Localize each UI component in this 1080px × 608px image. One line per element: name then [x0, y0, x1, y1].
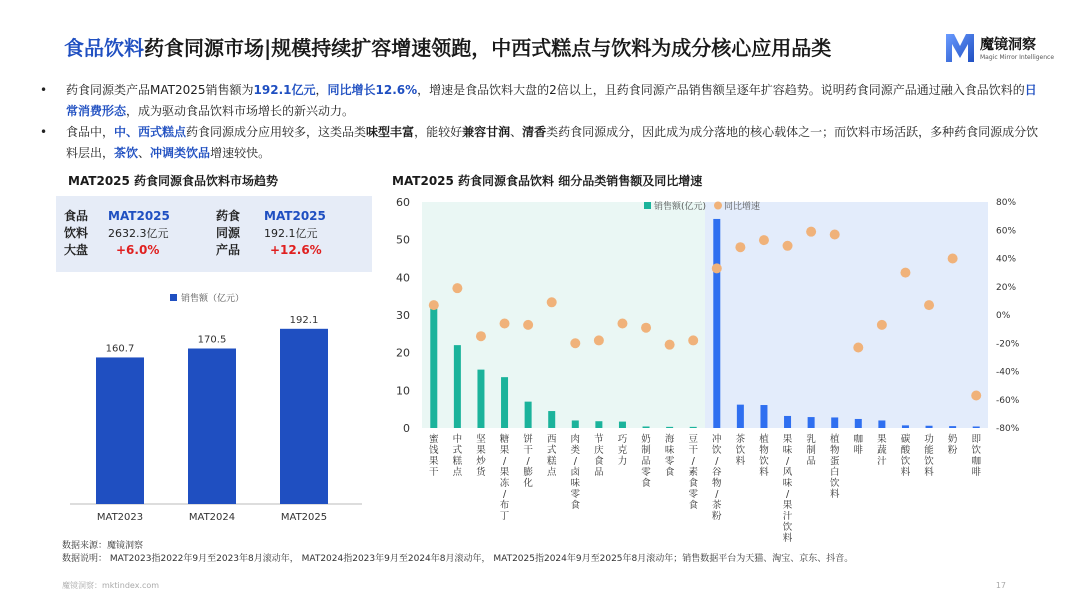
- kpi-value: 2632.3亿元: [108, 227, 169, 240]
- x-tick-label: 植物蛋白饮料: [829, 434, 840, 500]
- growth-dot: [688, 335, 698, 345]
- growth-dot: [900, 268, 910, 278]
- x-tick-label: 坚果炒货: [476, 434, 486, 478]
- bullet-text: ，成为驱动食品饮料市场增长的新兴动力。: [126, 104, 355, 118]
- bullet-list: [40, 80, 1040, 164]
- kpi-panel: [56, 196, 372, 272]
- bar: [96, 357, 144, 504]
- y-left-tick-label: 10: [396, 384, 410, 398]
- bullet-text: ，: [315, 83, 328, 97]
- emphasis-text: 清香: [522, 125, 547, 139]
- logo-mark-icon: [944, 30, 976, 64]
- bar: [808, 417, 815, 428]
- bar: [477, 370, 484, 428]
- bar: [548, 411, 555, 428]
- kpi-growth: +12.6%: [270, 243, 322, 257]
- bar: [949, 426, 956, 428]
- bullet-text: 、: [510, 125, 523, 139]
- kpi-label-line: 药食: [216, 209, 241, 223]
- legend-swatch: [170, 294, 177, 301]
- x-tick-label: 奶制品零食: [641, 434, 651, 489]
- x-tick-label: MAT2024: [188, 512, 236, 523]
- bullet-dot: •: [40, 83, 48, 97]
- bullet-text: 、: [138, 146, 151, 160]
- y-right-tick-label: 40%: [996, 254, 1017, 265]
- bar: [855, 419, 862, 428]
- growth-dot: [783, 241, 793, 251]
- kpi-label-line: 产品: [216, 243, 241, 257]
- growth-dot: [429, 300, 439, 310]
- kpi-value: 192.1亿元: [264, 227, 318, 240]
- growth-dot: [594, 335, 604, 345]
- growth-dot: [853, 342, 863, 352]
- bullet-text: ，增速是食品饮料大盘的2倍以上，且药食同源产品销售额呈逐年扩容趋势。说明药食同源产品通过融入食品饮料的: [417, 83, 1025, 97]
- legend-label: 销售额（亿元）: [181, 294, 245, 304]
- x-tick-label: 碳酸饮料: [900, 434, 911, 478]
- emphasis-text: 192.1亿元: [253, 83, 316, 97]
- kpi-label-food: [64, 208, 88, 259]
- page-title: [64, 32, 831, 61]
- growth-dot: [924, 300, 934, 310]
- bullet-text: 类药食同源成分，因此成为成分落地的核心载体之一；而饮料市场活跃，多种药食同源成分饮料层出，: [66, 125, 1039, 160]
- growth-dot: [617, 318, 627, 328]
- bullet-text: ，能较好: [414, 125, 463, 139]
- y-right-tick-label: -80%: [996, 424, 1020, 434]
- bar: [902, 425, 909, 428]
- bullet-item: [40, 80, 1040, 122]
- logo-subtext: Magic Mirror Intelligence: [980, 54, 1055, 61]
- kpi-label-line: 大盘: [64, 243, 89, 257]
- y-left-tick-label: 20: [396, 346, 410, 360]
- kpi-growth: +6.0%: [116, 243, 160, 257]
- bar: [572, 420, 579, 428]
- bar: [878, 420, 885, 428]
- growth-dot: [523, 320, 533, 330]
- kpi-values-medfood: [264, 208, 326, 259]
- growth-dot: [641, 323, 651, 333]
- x-tick-label: 即饮咖啡: [971, 434, 981, 478]
- website: 魔镜洞察：mktindex.com: [62, 581, 160, 590]
- kpi-period: MAT2025: [264, 209, 326, 223]
- x-tick-label: 糖果/果冻/布丁: [499, 434, 510, 522]
- y-right-tick-label: 80%: [996, 198, 1017, 208]
- x-tick-label: 豆干/素食零食: [688, 434, 698, 511]
- bullet-item: [40, 122, 1040, 164]
- emphasis-text: 味型丰富: [366, 125, 415, 139]
- bullet-text: 药食同源类产品MAT2025销售额为: [66, 83, 254, 97]
- y-left-tick-label: 40: [396, 271, 410, 285]
- market-trend-bar-chart: [56, 276, 376, 532]
- x-tick-label: 咖啡: [853, 434, 864, 456]
- x-tick-label: 果蔬汁: [877, 434, 887, 467]
- category-sales-growth-chart: [378, 188, 1030, 544]
- growth-dot: [877, 320, 887, 330]
- growth-dot: [476, 331, 486, 341]
- y-left-tick-label: 0: [403, 422, 410, 435]
- data-source: 数据来源：魔镜洞察: [62, 541, 144, 551]
- legend-swatch: [644, 202, 651, 209]
- emphasis-text: 中、西式糕点: [114, 125, 187, 139]
- bullet-text: 增速较快。: [210, 146, 271, 160]
- right-chart-title: MAT2025 药食同源食品饮料 细分品类销售额及同比增速: [392, 174, 703, 188]
- bar: [643, 426, 650, 428]
- legend-label: 销售额(亿元): [654, 202, 707, 212]
- bar: [784, 416, 791, 428]
- bar: [188, 349, 236, 504]
- growth-dot: [759, 235, 769, 245]
- bar: [619, 422, 626, 428]
- bar: [760, 405, 767, 428]
- growth-dot: [806, 227, 816, 237]
- kpi-values-food: [108, 208, 170, 259]
- bullet-dot: •: [40, 125, 48, 139]
- x-tick-label: 肉类/卤味零食: [570, 434, 581, 511]
- growth-dot: [712, 263, 722, 273]
- bullet-text: 食品中，: [66, 125, 115, 139]
- y-right-tick-label: -40%: [996, 367, 1020, 378]
- bar: [501, 377, 508, 428]
- x-tick-label: 果味/风味/果汁饮料: [782, 434, 793, 544]
- x-tick-label: MAT2025: [280, 512, 328, 523]
- x-tick-label: 海味零食: [664, 434, 675, 478]
- y-left-tick-label: 30: [396, 309, 410, 322]
- bar: [973, 426, 980, 428]
- x-tick-label: 蜜饯果干: [429, 434, 439, 478]
- bar: [454, 345, 461, 428]
- x-tick-label: 中式糕点: [452, 434, 463, 478]
- emphasis-text: 兼容甘润: [462, 125, 511, 139]
- growth-dot: [830, 229, 840, 239]
- emphasis-text: 冲调类饮品: [150, 146, 211, 160]
- x-tick-label: 节庆食品: [594, 434, 604, 478]
- beverage-background: [705, 202, 988, 428]
- bar: [430, 307, 437, 428]
- left-chart-title: MAT2025 药食同源食品饮料市场趋势: [68, 174, 279, 188]
- bar: [831, 417, 838, 428]
- legend-label: 同比增速: [724, 202, 761, 212]
- y-right-tick-label: 0%: [996, 311, 1011, 321]
- kpi-label-medfood: [216, 208, 240, 259]
- x-tick-label: 奶粉: [947, 434, 958, 456]
- bar: [525, 402, 532, 428]
- kpi-label-line: 食品: [64, 209, 89, 223]
- data-label: 192.1: [289, 314, 319, 326]
- y-right-tick-label: 60%: [996, 226, 1017, 237]
- x-tick-label: 茶饮料: [735, 434, 746, 467]
- x-tick-label: 乳制品: [806, 434, 816, 467]
- bar: [713, 219, 720, 428]
- x-tick-label: 饼干/膨化: [523, 434, 533, 489]
- title-highlight: 食品饮料: [64, 36, 144, 60]
- growth-dot: [547, 297, 557, 307]
- bar: [926, 426, 933, 428]
- bar: [737, 405, 744, 428]
- page-number: 17: [995, 581, 1006, 590]
- growth-dot: [948, 254, 958, 264]
- y-right-tick-label: 20%: [996, 282, 1017, 293]
- emphasis-text: 同比增长12.6%: [327, 83, 418, 97]
- growth-dot: [500, 318, 510, 328]
- bullet-text: 药食同源成分应用较多，这类品类: [186, 125, 367, 139]
- bar: [595, 421, 602, 428]
- bar: [690, 427, 697, 428]
- growth-dot: [971, 391, 981, 401]
- growth-dot: [735, 242, 745, 252]
- x-tick-label: 植物饮料: [759, 434, 769, 478]
- bar: [666, 427, 673, 428]
- kpi-label-line: 同源: [216, 226, 241, 240]
- data-label: 170.5: [197, 334, 227, 346]
- bar: [280, 329, 328, 504]
- data-note: 数据说明： MAT2023指2022年9月至2023年8月滚动年， MAT2024指2023年9月至2024年8月滚动年， MAT2025指2024年9月至2025年8月滚动年；销售数据平台为天猫、淘宝、京东、抖音。: [62, 554, 854, 564]
- kpi-period: MAT2025: [108, 209, 170, 223]
- emphasis-text: 茶饮: [114, 146, 139, 160]
- x-tick-label: 功能饮料: [924, 434, 934, 478]
- logo-text: 魔镜洞察: [980, 37, 1036, 53]
- y-left-tick-label: 50: [396, 233, 410, 247]
- emphasis-text: 日常消费形态: [66, 83, 1037, 118]
- x-tick-label: 巧克力: [617, 434, 628, 467]
- y-left-tick-label: 60: [396, 196, 410, 209]
- food-background: [422, 202, 705, 428]
- x-tick-label: MAT2023: [96, 512, 144, 523]
- growth-dot: [452, 283, 462, 293]
- growth-dot: [665, 340, 675, 350]
- data-label: 160.7: [105, 343, 135, 355]
- brand-logo: [944, 30, 1064, 70]
- legend-marker: [714, 202, 722, 210]
- title-rest: 药食同源市场|规模持续扩容增速领跑，中西式糕点与饮料为成分核心应用品类: [144, 36, 832, 60]
- x-tick-label: 冲饮/谷物/茶粉: [712, 434, 722, 522]
- growth-dot: [570, 338, 580, 348]
- kpi-label-line: 饮料: [64, 226, 89, 240]
- x-tick-label: 西式糕点: [546, 434, 557, 478]
- y-right-tick-label: -20%: [996, 339, 1020, 350]
- y-right-tick-label: -60%: [996, 395, 1020, 406]
